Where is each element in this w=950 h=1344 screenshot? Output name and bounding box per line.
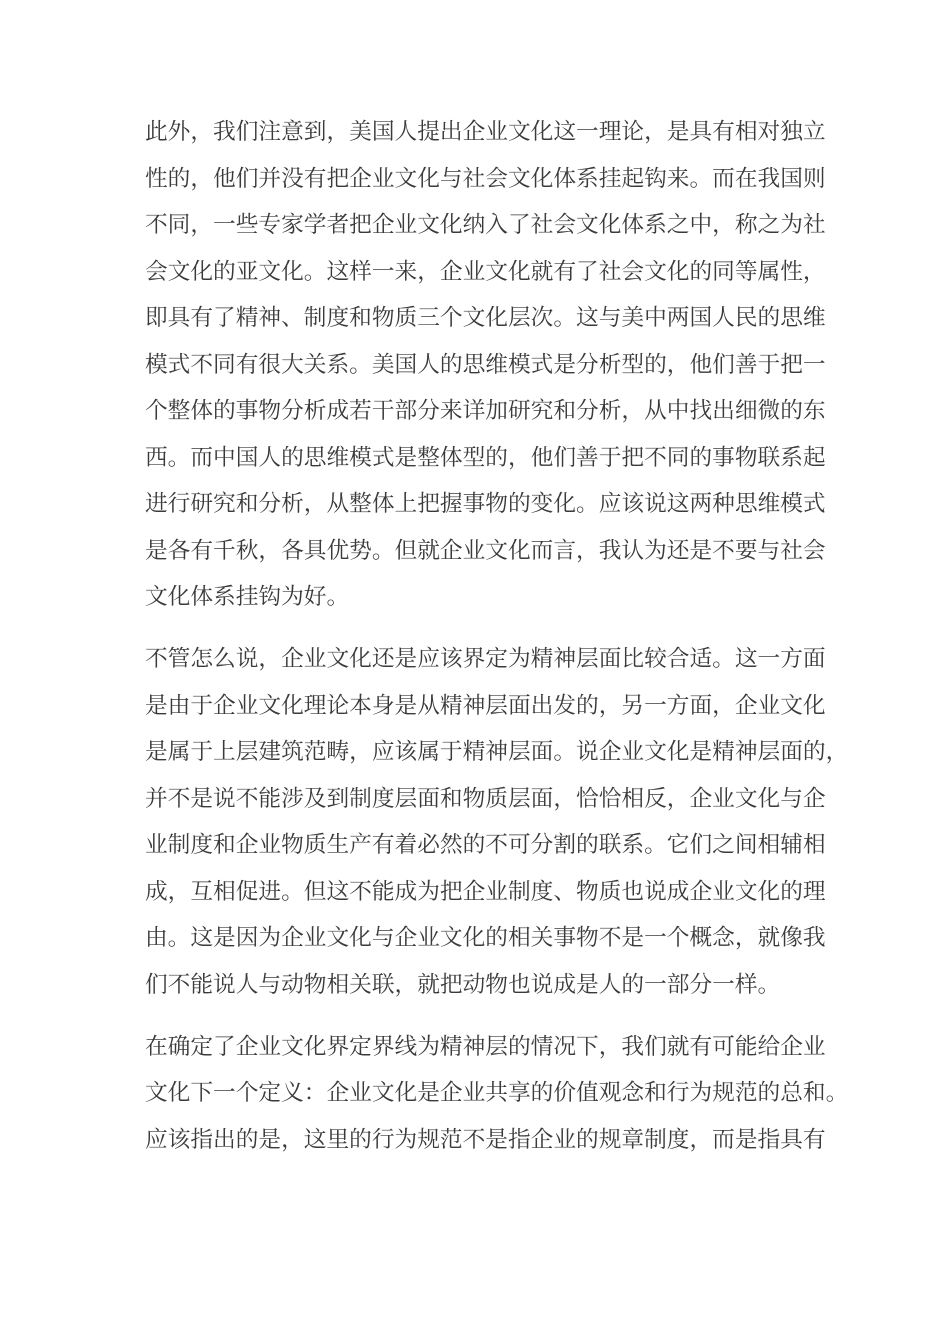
paragraph-2 [145, 644, 849, 1016]
paragraph-3 [145, 1032, 849, 1172]
text-line: 应该指出的是，这里的行为规范不是指企业的规章制度，而是指具有 [145, 1126, 826, 1153]
text-line: 性的，他们并没有把企业文化与社会文化体系挂起钩来。而在我国则 [145, 165, 826, 192]
text-line: 西。而中国人的思维模式是整体型的，他们善于把不同的事物联系起 [145, 444, 826, 471]
text-line: 个整体的事物分析成若干部分来详加研究和分析，从中找出细微的东 [145, 398, 826, 424]
text-line: 并不是说不能涉及到制度层面和物质层面，恰恰相反，企业文化与企 [145, 785, 826, 812]
document-page [145, 117, 849, 1187]
text-line: 不同，一些专家学者把企业文化纳入了社会文化体系之中，称之为社 [145, 212, 826, 238]
text-line: 文化下一个定义：企业文化是企业共享的价值观念和行为规范的总和。 [145, 1080, 849, 1106]
text-line: 在确定了企业文化界定界线为精神层的情况下，我们就有可能给企业 [145, 1033, 826, 1060]
text-line: 模式不同有很大关系。美国人的思维模式是分析型的，他们善于把一 [145, 351, 826, 378]
text-line: 成，互相促进。但这不能成为把企业制度、物质也说成企业文化的理 [145, 878, 826, 905]
text-line: 是由于企业文化理论本身是从精神层面出发的，另一方面，企业文化 [145, 692, 826, 719]
text-line: 即具有了精神、制度和物质三个文化层次。这与美中两国人民的思维 [145, 305, 826, 331]
text-line: 由。这是因为企业文化与企业文化的相关事物不是一个概念，就像我 [145, 925, 826, 951]
text-line: 不管怎么说，企业文化还是应该界定为精神层面比较合适。这一方面 [145, 646, 826, 672]
text-line: 是属于上层建筑范畴，应该属于精神层面。说企业文化是精神层面的， [145, 739, 849, 765]
paragraph-1 [145, 117, 845, 629]
text-line: 会文化的亚文化。这样一来，企业文化就有了社会文化的同等属性， [145, 258, 826, 285]
text-line: 业制度和企业物质生产有着必然的不可分割的联系。它们之间相辅相 [145, 832, 826, 858]
text-line: 是各有千秋，各具优势。但就企业文化而言，我认为还是不要与社会 [145, 537, 826, 564]
text-line: 文化体系挂钩为好。 [145, 584, 350, 610]
text-line: 们不能说人与动物相关联，就把动物也说成是人的一部分一样。 [145, 971, 781, 998]
text-line: 此外，我们注意到，美国人提出企业文化这一理论，是具有相对独立 [145, 119, 826, 145]
text-line: 进行研究和分析，从整体上把握事物的变化。应该说这两种思维模式 [145, 491, 826, 517]
